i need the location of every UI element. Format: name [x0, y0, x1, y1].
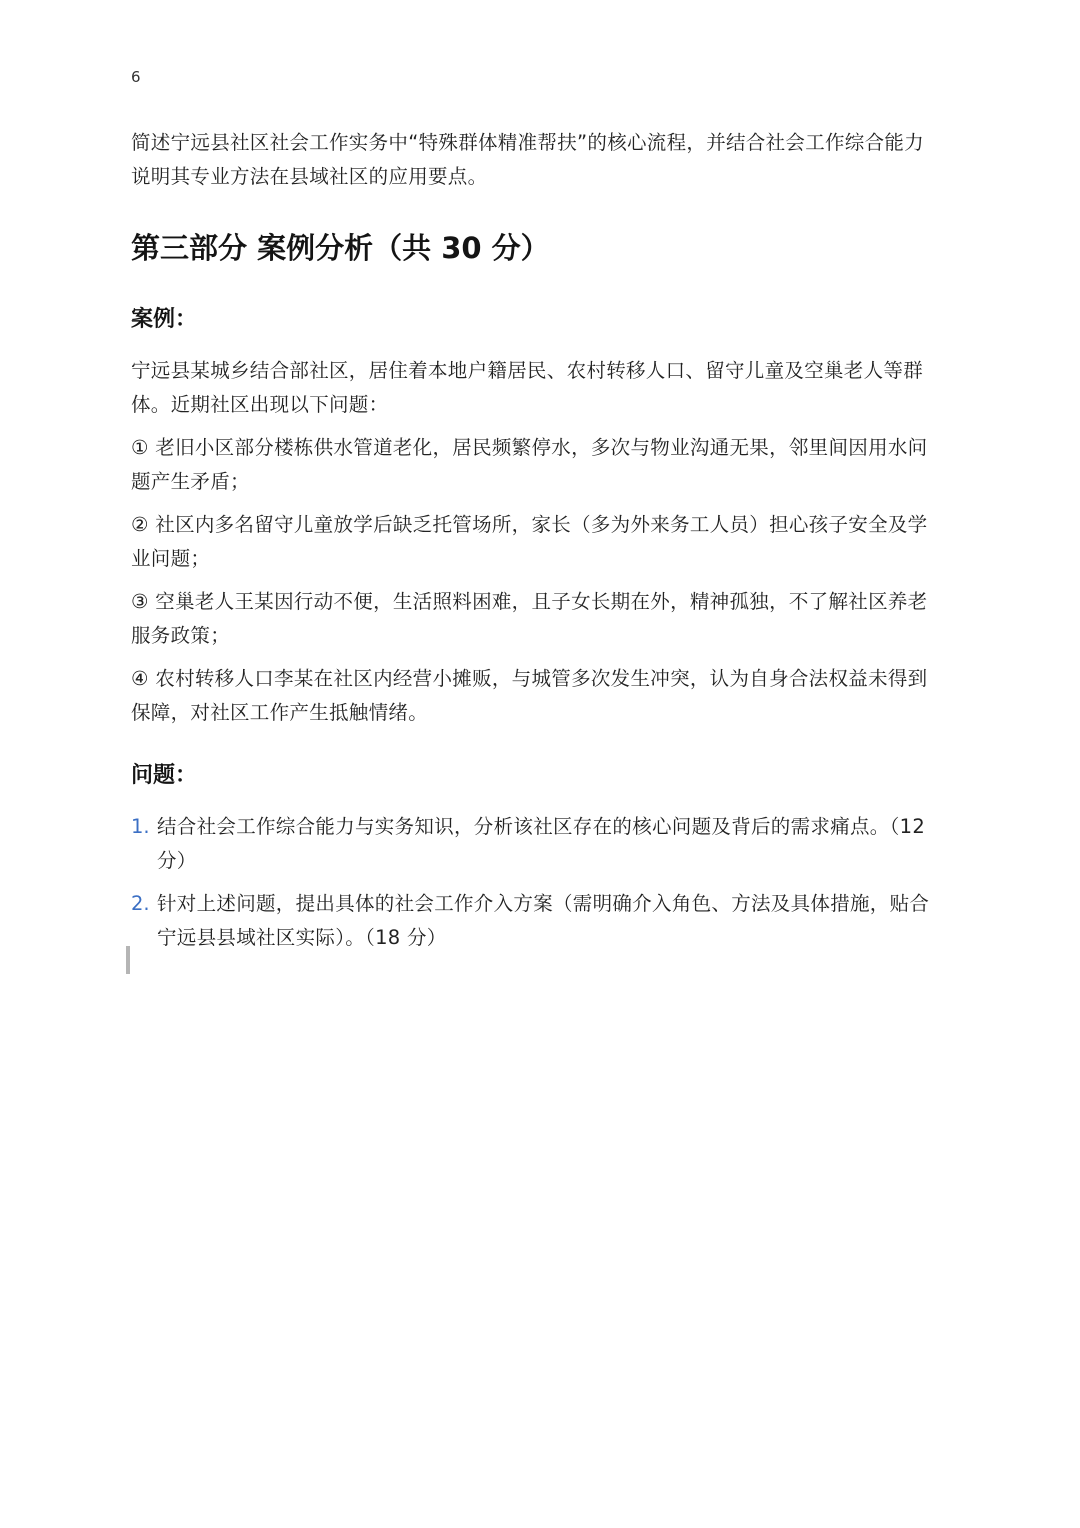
question-item — [131, 810, 941, 878]
page-number: 6 — [131, 68, 141, 86]
question-text: 针对上述问题，提出具体的社会工作介入方案（需明确介入角色、方法及具体措施，贴合宁远县县域社区实际）。（18 分） — [157, 892, 930, 949]
case-heading: 案例： — [131, 307, 198, 332]
question-list — [131, 810, 941, 955]
case-paragraph: ① 老旧小区部分楼栋供水管道老化，居民频繁停水，多次与物业沟通无果，邻里间因用水问题产生矛盾； — [131, 436, 928, 493]
question-text: 结合社会工作综合能力与实务知识，分析该社区存在的核心问题及背后的需求痛点。（12 分） — [157, 815, 926, 872]
case-paragraph: 宁远县某城乡结合部社区，居住着本地户籍居民、农村转移人口、留守儿童及空巢老人等群体。近期社区出现以下问题： — [131, 359, 924, 416]
document-content — [131, 126, 941, 964]
text-cursor[interactable] — [126, 946, 130, 974]
case-paragraph: ④ 农村转移人口李某在社区内经营小摊贩，与城管多次发生冲突，认为自身合法权益未得到保障，对社区工作产生抵触情绪。 — [131, 667, 928, 724]
case-paragraph: ③ 空巢老人王某因行动不便，生活照料困难，且子女长期在外，精神孤独，不了解社区养老服务政策； — [131, 590, 928, 647]
section-title: 第三部分 案例分析（共 30 分） — [131, 231, 550, 265]
questions-heading: 问题： — [131, 763, 198, 788]
question-item — [131, 887, 941, 955]
case-body — [131, 354, 941, 730]
case-paragraph: ② 社区内多名留守儿童放学后缺乏托管场所，家长（多为外来务工人员）担心孩子安全及学业问题； — [131, 513, 928, 570]
question-number: 1. — [131, 815, 150, 838]
intro-paragraph: 简述宁远县社区社会工作实务中“特殊群体精准帮扶”的核心流程，并结合社会工作综合能力说明其专业方法在县域社区的应用要点。 — [131, 131, 925, 188]
question-number: 2. — [131, 892, 150, 915]
